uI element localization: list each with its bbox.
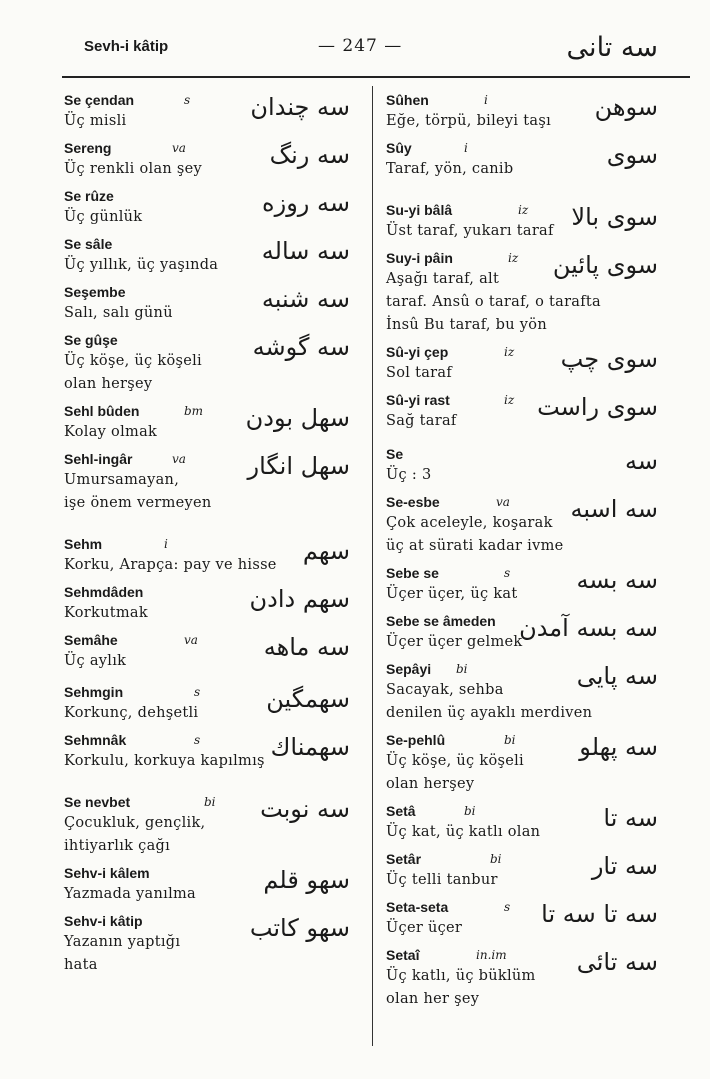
dictionary-entry xyxy=(386,945,658,1011)
entry-definition-line: Üst taraf, yukarı taraf xyxy=(386,223,554,239)
entry-definition-line: Taraf, yön, canib xyxy=(386,161,514,177)
entry-definition-line: Üç katlı, üç büklüm xyxy=(386,968,536,984)
entry-arabic-script: سهل انگار xyxy=(247,452,350,480)
entry-definition-line: denilen üç ayaklı merdiven xyxy=(386,705,593,721)
entry-definition-line: Üçer üçer xyxy=(386,920,463,936)
entry-term: Sehl bûden xyxy=(64,403,140,419)
entry-term: Sû-yi rast xyxy=(386,392,450,408)
dictionary-entry xyxy=(64,582,350,625)
entry-definition-line: Sağ taraf xyxy=(386,413,457,429)
entry-part-of-speech: bi xyxy=(490,852,502,866)
entry-term: Setâr xyxy=(386,851,422,867)
entry-term: Sepâyi xyxy=(386,661,432,677)
entry-definition-line: Korku, Arapça: pay ve hisse xyxy=(64,557,277,573)
entry-arabic-script: سهو كاتب xyxy=(249,914,350,942)
dictionary-entry xyxy=(386,492,658,558)
entry-term: Sereng xyxy=(64,140,112,156)
entry-arabic-script: سه بسه آمدن xyxy=(519,614,658,642)
dictionary-entry xyxy=(64,330,350,396)
entry-arabic-script: سه اسبه xyxy=(570,495,658,523)
entry-definition-line: Salı, salı günü xyxy=(64,305,173,321)
entry-term: Sehmnâk xyxy=(64,732,127,748)
entry-arabic-script: سه روزه xyxy=(262,189,350,217)
entry-part-of-speech: i xyxy=(464,141,468,155)
dictionary-entry xyxy=(386,897,658,940)
entry-term: Sehmdâden xyxy=(64,584,144,600)
dictionary-entry xyxy=(386,563,658,606)
header-rule xyxy=(62,76,690,78)
entry-term: Su-yi bâlâ xyxy=(386,202,453,218)
dictionary-entry xyxy=(64,911,350,977)
entry-part-of-speech: i xyxy=(164,537,168,551)
entry-part-of-speech: s xyxy=(504,900,511,914)
entry-part-of-speech: bi xyxy=(456,662,468,676)
entry-definition-line: Üç misli xyxy=(64,113,127,129)
header-arabic-word: سه تانى xyxy=(566,32,658,63)
entry-definition-line: olan herşey xyxy=(386,776,475,792)
dictionary-entry xyxy=(64,730,350,773)
entry-term: Sehm xyxy=(64,536,103,552)
entry-arabic-script: سوى راست xyxy=(537,393,658,421)
entry-definition-line: Umursamayan, xyxy=(64,472,180,488)
entry-definition-line: Üç aylık xyxy=(64,653,127,669)
dictionary-entry xyxy=(64,90,350,133)
entry-definition-line: Üç köşe, üç köşeli xyxy=(386,753,524,769)
entry-arabic-script: سه گوشه xyxy=(252,333,350,361)
entry-part-of-speech: s xyxy=(184,93,191,107)
dictionary-entry xyxy=(64,792,350,858)
entry-arabic-script: سه چندان xyxy=(250,93,350,121)
entry-term: Sûhen xyxy=(386,92,429,108)
entry-term: Se-esbe xyxy=(386,494,440,510)
entry-definition-line: Üç yıllık, üç yaşında xyxy=(64,257,219,273)
dictionary-entry xyxy=(64,449,350,515)
right-column xyxy=(386,90,658,1016)
entry-arabic-script: سه xyxy=(625,447,658,475)
entry-term: Setaî xyxy=(386,947,420,963)
entry-definition-line: Yazmada yanılma xyxy=(64,886,197,902)
entry-arabic-script: سه پايى xyxy=(576,662,658,690)
entry-term: Sebe se xyxy=(386,565,439,581)
entry-definition-line: Üçer üçer gelmek xyxy=(386,634,523,650)
dictionary-entry xyxy=(386,342,658,385)
entry-arabic-script: سهم دادن xyxy=(249,585,350,613)
entry-term: Se-pehlû xyxy=(386,732,446,748)
entry-term: Se gûşe xyxy=(64,332,118,348)
dictionary-entry xyxy=(386,138,658,181)
entry-part-of-speech: i xyxy=(484,93,488,107)
entry-term: Sû-yi çep xyxy=(386,344,449,360)
entry-definition-line: Üç günlük xyxy=(64,209,143,225)
entry-definition-line: Kolay olmak xyxy=(64,424,158,440)
entry-part-of-speech: in.im xyxy=(476,948,507,962)
dictionary-entry xyxy=(386,90,658,133)
page-header xyxy=(0,34,710,66)
entry-term: Sûy xyxy=(386,140,412,156)
entry-part-of-speech: iz xyxy=(518,203,529,217)
entry-arabic-script: سوهن xyxy=(594,93,658,121)
entry-part-of-speech: bi xyxy=(464,804,476,818)
entry-definition-line: olan herşey xyxy=(64,376,153,392)
entry-definition-line: hata xyxy=(64,957,98,973)
dictionary-entry xyxy=(386,444,658,487)
entry-part-of-speech: bm xyxy=(184,404,204,418)
left-column xyxy=(64,90,350,982)
entry-definition-line: ihtiyarlık çağı xyxy=(64,838,171,854)
dictionary-entry xyxy=(64,534,350,577)
entry-arabic-script: سه تائى xyxy=(576,948,658,976)
dictionary-entry xyxy=(64,282,350,325)
entry-arabic-script: سهمگين xyxy=(266,685,350,713)
entry-definition-line: Üç köşe, üç köşeli xyxy=(64,353,202,369)
column-divider xyxy=(372,86,373,1046)
dictionary-entry xyxy=(386,390,658,433)
entry-part-of-speech: iz xyxy=(508,251,519,265)
dictionary-entry xyxy=(64,401,350,444)
entry-definition-line: işe önem vermeyen xyxy=(64,495,212,511)
entry-part-of-speech: bi xyxy=(504,733,516,747)
dictionary-entry xyxy=(64,630,350,673)
entry-definition-line: olan her şey xyxy=(386,991,480,1007)
entry-arabic-script: سه تار xyxy=(591,852,658,880)
entry-definition-line: Sacayak, sehba xyxy=(386,682,504,698)
entry-definition-line: Aşağı taraf, alt xyxy=(386,271,500,287)
entry-definition-line: Korkulu, korkuya kapılmış xyxy=(64,753,265,769)
entry-term: Sehmgin xyxy=(64,684,124,700)
entry-term: Se nevbet xyxy=(64,794,131,810)
entry-arabic-script: سوى چپ xyxy=(560,345,658,373)
dictionary-entry xyxy=(64,138,350,181)
entry-arabic-script: سه شنبه xyxy=(261,285,350,313)
entry-definition-line: Eğe, törpü, bileyi taşı xyxy=(386,113,552,129)
dictionary-entry xyxy=(386,611,658,654)
entry-definition-line: Korkunç, dehşetli xyxy=(64,705,199,721)
entry-definition-line: Çok aceleyle, koşarak xyxy=(386,515,553,531)
dictionary-entry xyxy=(386,849,658,892)
entry-definition-line: Çocukluk, gençlik, xyxy=(64,815,206,831)
dictionary-entry xyxy=(64,234,350,277)
entry-arabic-script: سه بسه xyxy=(576,566,658,594)
entry-part-of-speech: va xyxy=(172,141,186,155)
entry-arabic-script: سه پهلو xyxy=(579,733,658,761)
entry-arabic-script: سوى xyxy=(606,141,658,169)
entry-part-of-speech: va xyxy=(172,452,186,466)
entry-definition-line: Üç kat, üç katlı olan xyxy=(386,824,541,840)
entry-arabic-script: سهل بودن xyxy=(245,404,350,432)
dictionary-entry xyxy=(386,730,658,796)
entry-definition-line: Üçer üçer, üç kat xyxy=(386,586,518,602)
entry-term: Seşembe xyxy=(64,284,126,300)
entry-definition-line: Üç telli tanbur xyxy=(386,872,498,888)
entry-arabic-script: سه ماهه xyxy=(263,633,350,661)
entry-arabic-script: سهم xyxy=(302,537,350,565)
entry-part-of-speech: iz xyxy=(504,393,515,407)
entry-term: Sehl-ingâr xyxy=(64,451,133,467)
entry-part-of-speech: va xyxy=(184,633,198,647)
entry-term: Seta-seta xyxy=(386,899,449,915)
entry-arabic-script: سوى پائين xyxy=(552,251,658,279)
entry-part-of-speech: s xyxy=(194,685,201,699)
entry-arabic-script: سهمناك xyxy=(270,733,350,761)
entry-definition-line: üç at sürati kadar ivme xyxy=(386,538,564,554)
entry-definition-line: İnsû Bu taraf, bu yön xyxy=(386,317,547,333)
entry-part-of-speech: iz xyxy=(504,345,515,359)
entry-arabic-script: سهو قلم xyxy=(263,866,350,894)
entry-definition-line: Üç : 3 xyxy=(386,467,432,483)
entry-definition-line: Korkutmak xyxy=(64,605,148,621)
dictionary-entry xyxy=(64,863,350,906)
entry-definition-line: Sol taraf xyxy=(386,365,453,381)
dictionary-entry xyxy=(64,682,350,725)
dictionary-entry xyxy=(386,200,658,243)
dictionary-entry xyxy=(386,659,658,725)
entry-term: Sehv-i kâlem xyxy=(64,865,150,881)
entry-part-of-speech: bi xyxy=(204,795,216,809)
entry-term: Se çendan xyxy=(64,92,135,108)
running-head: Sevh-i kâtip xyxy=(84,38,169,55)
entry-part-of-speech: va xyxy=(496,495,510,509)
entry-term: Suy-i pâin xyxy=(386,250,453,266)
entry-arabic-script: سه تا xyxy=(603,804,658,832)
entry-term: Se rûze xyxy=(64,188,114,204)
entry-term: Semâhe xyxy=(64,632,118,648)
dictionary-entry xyxy=(386,801,658,844)
entry-definition-line: taraf. Ansû o taraf, o tarafta xyxy=(386,294,601,310)
entry-arabic-script: سه تا سه تا xyxy=(541,900,658,928)
entry-term: Se sâle xyxy=(64,236,113,252)
entry-arabic-script: سوى بالا xyxy=(571,203,658,231)
entry-definition-line: Yazanın yaptığı xyxy=(64,934,181,950)
dictionary-entry xyxy=(386,248,658,337)
dictionary-entry xyxy=(64,186,350,229)
entry-term: Sebe se âmeden xyxy=(386,613,496,629)
entry-term: Sehv-i kâtip xyxy=(64,913,143,929)
entry-term: Setâ xyxy=(386,803,416,819)
entry-arabic-script: سه ساله xyxy=(261,237,350,265)
entry-arabic-script: سه رنگ xyxy=(269,141,350,169)
page-number: — 247 — xyxy=(318,36,403,56)
entry-arabic-script: سه نوبت xyxy=(260,795,350,823)
entry-part-of-speech: s xyxy=(504,566,511,580)
entry-part-of-speech: s xyxy=(194,733,201,747)
entry-term: Se xyxy=(386,446,404,462)
entry-definition-line: Üç renkli olan şey xyxy=(64,161,203,177)
